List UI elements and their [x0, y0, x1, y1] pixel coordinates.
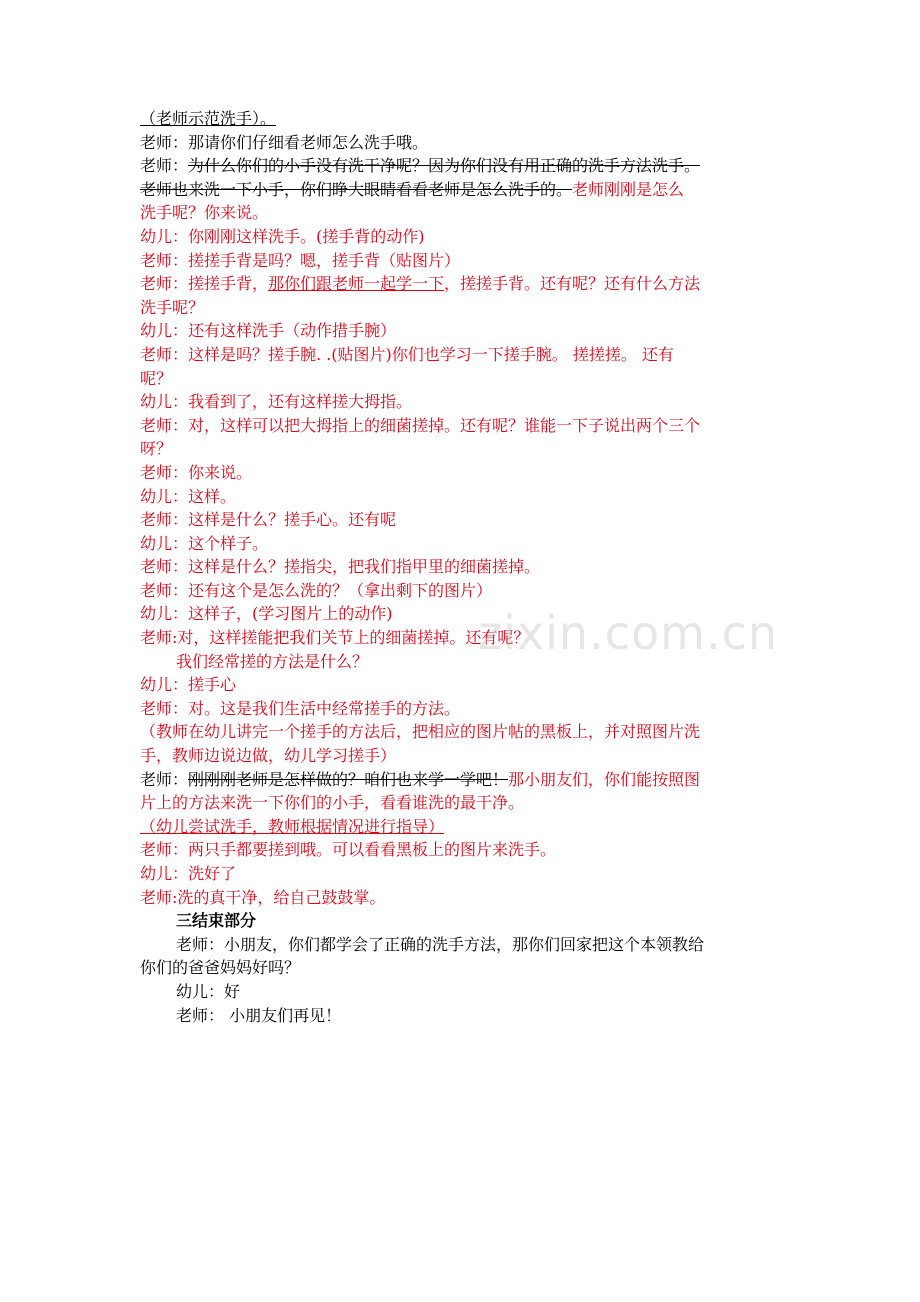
text-line — [140, 886, 790, 910]
text-segment: 老师：你来说。 — [140, 462, 253, 482]
watermark: zixin.com.cn — [478, 606, 779, 660]
text-line — [140, 673, 790, 697]
text-segment: 呢？ — [140, 368, 173, 388]
text-segment: 幼儿：我看到了，还有这样搓大拇指。 — [140, 392, 413, 412]
text-segment: 老师： — [140, 769, 189, 789]
text-line — [140, 1004, 790, 1028]
text-line — [140, 720, 790, 744]
text-segment: 老师： 小朋友们再见！ — [176, 1005, 342, 1025]
text-segment: 老师：搓搓手背是吗？嗯，搓手背（贴图片） — [140, 250, 461, 270]
text-line — [140, 697, 790, 721]
text-segment: 老师：小朋友，你们都学会了正确的洗手方法，那你们回家把这个本领教给 — [176, 934, 705, 954]
text-line — [140, 555, 790, 579]
text-line — [140, 414, 790, 438]
text-line — [140, 532, 790, 556]
text-segment: 老师:对，这样搓能把我们关节上的细菌搓掉。还有呢？ — [140, 628, 530, 648]
text-line — [140, 461, 790, 485]
text-segment: （幼儿尝试洗手，教师根据情况进行指导） — [140, 816, 445, 836]
text-segment: 老师：这样是吗？搓手腕. .(贴图片)你们也学习一下搓手腕。 搓搓搓。 还有 — [140, 344, 674, 364]
text-segment: 幼儿：好 — [176, 981, 241, 1001]
text-line — [140, 485, 790, 509]
text-segment: 为什么你们的小手没有洗干净呢？因为你们没有用正确的洗手方法洗手。 — [188, 156, 701, 176]
text-segment: 老师也来洗一下小手，你们睁大眼睛看看老师是怎么洗手的。 — [140, 179, 573, 199]
text-line — [140, 815, 790, 839]
text-line — [140, 390, 790, 414]
text-line — [140, 838, 790, 862]
text-line — [140, 343, 790, 367]
text-segment: 老师：还有这个是怎么洗的？（拿出剩下的图片） — [140, 580, 493, 600]
text-line — [140, 579, 790, 603]
text-line — [140, 296, 790, 320]
text-segment: ，搓搓手背。还有呢？还有什么方法 — [444, 274, 701, 294]
text-segment: 老师:洗的真干净，给自己鼓鼓掌。 — [140, 887, 386, 907]
text-segment: 老师：对，这样可以把大拇指上的细菌搓掉。还有呢？谁能一下子说出两个三个 — [140, 415, 701, 435]
text-segment: 洗手呢？你来说。 — [140, 203, 269, 223]
text-line — [140, 319, 790, 343]
document-page — [140, 107, 790, 1027]
text-line — [140, 367, 790, 391]
text-segment: 老师刚刚是怎么 — [572, 179, 685, 199]
text-segment: 你们的爸爸妈妈好吗？ — [140, 958, 301, 978]
text-segment: 刚刚刚老师是怎样做的？咱们也来学一学吧！ — [188, 769, 509, 789]
text-line — [140, 107, 790, 131]
text-segment: 老师：这样是什么？搓手心。还有呢 — [140, 510, 397, 530]
text-segment: 片上的方法来洗一下你们的小手，看看谁洗的最干净。 — [140, 793, 525, 813]
text-segment: 手，教师边说边做，幼儿学习搓手） — [140, 746, 397, 766]
text-line — [140, 744, 790, 768]
text-line — [140, 225, 790, 249]
text-line — [140, 956, 790, 980]
text-segment: 幼儿：搓手心 — [140, 675, 237, 695]
text-line — [140, 154, 790, 178]
text-line — [140, 909, 790, 933]
text-segment: 那小朋友们，你们能按照图 — [508, 769, 701, 789]
text-line — [140, 791, 790, 815]
text-line — [140, 933, 790, 957]
text-segment: 幼儿：这样子，(学习图片上的动作) — [140, 604, 393, 624]
text-segment: 那你们跟老师一起学一下 — [268, 274, 445, 294]
text-segment: 我们经常搓的方法是什么？ — [176, 651, 369, 671]
text-segment: 洗手呢？ — [140, 297, 205, 317]
text-line — [140, 272, 790, 296]
text-line — [140, 508, 790, 532]
text-segment: 呀？ — [140, 439, 173, 459]
text-line — [140, 131, 790, 155]
text-segment: 老师： — [140, 156, 189, 176]
text-line — [140, 768, 790, 792]
text-segment: （教师在幼儿讲完一个搓手的方法后，把相应的图片帖的黑板上，并对照图片洗 — [140, 722, 701, 742]
text-segment: 老师：这样是什么？搓指尖，把我们指甲里的细菌搓掉。 — [140, 557, 541, 577]
text-segment: 老师：对。这是我们生活中经常搓手的方法。 — [140, 698, 461, 718]
text-line — [140, 201, 790, 225]
text-line — [140, 249, 790, 273]
text-segment: 幼儿：你刚刚这样洗手。(搓手背的动作) — [140, 226, 425, 246]
text-segment: 幼儿：这个样子。 — [140, 533, 269, 553]
text-line — [140, 980, 790, 1004]
text-segment: 幼儿：还有这样洗手（动作措手腕） — [140, 321, 397, 341]
text-segment: 幼儿：这样。 — [140, 486, 237, 506]
text-line — [140, 178, 790, 202]
text-segment: （老师示范洗手）。 — [140, 109, 277, 128]
text-segment: 老师：两只手都要搓到哦。可以看看黑板上的图片来洗手。 — [140, 840, 557, 860]
text-segment: 老师：那请你们仔细看老师怎么洗手哦。 — [140, 132, 429, 152]
text-segment: 幼儿：洗好了 — [140, 864, 237, 883]
text-segment: 老师：搓搓手背， — [140, 274, 269, 294]
text-line — [140, 862, 790, 886]
text-line — [140, 437, 790, 461]
text-segment: 三结束部分 — [176, 911, 257, 931]
